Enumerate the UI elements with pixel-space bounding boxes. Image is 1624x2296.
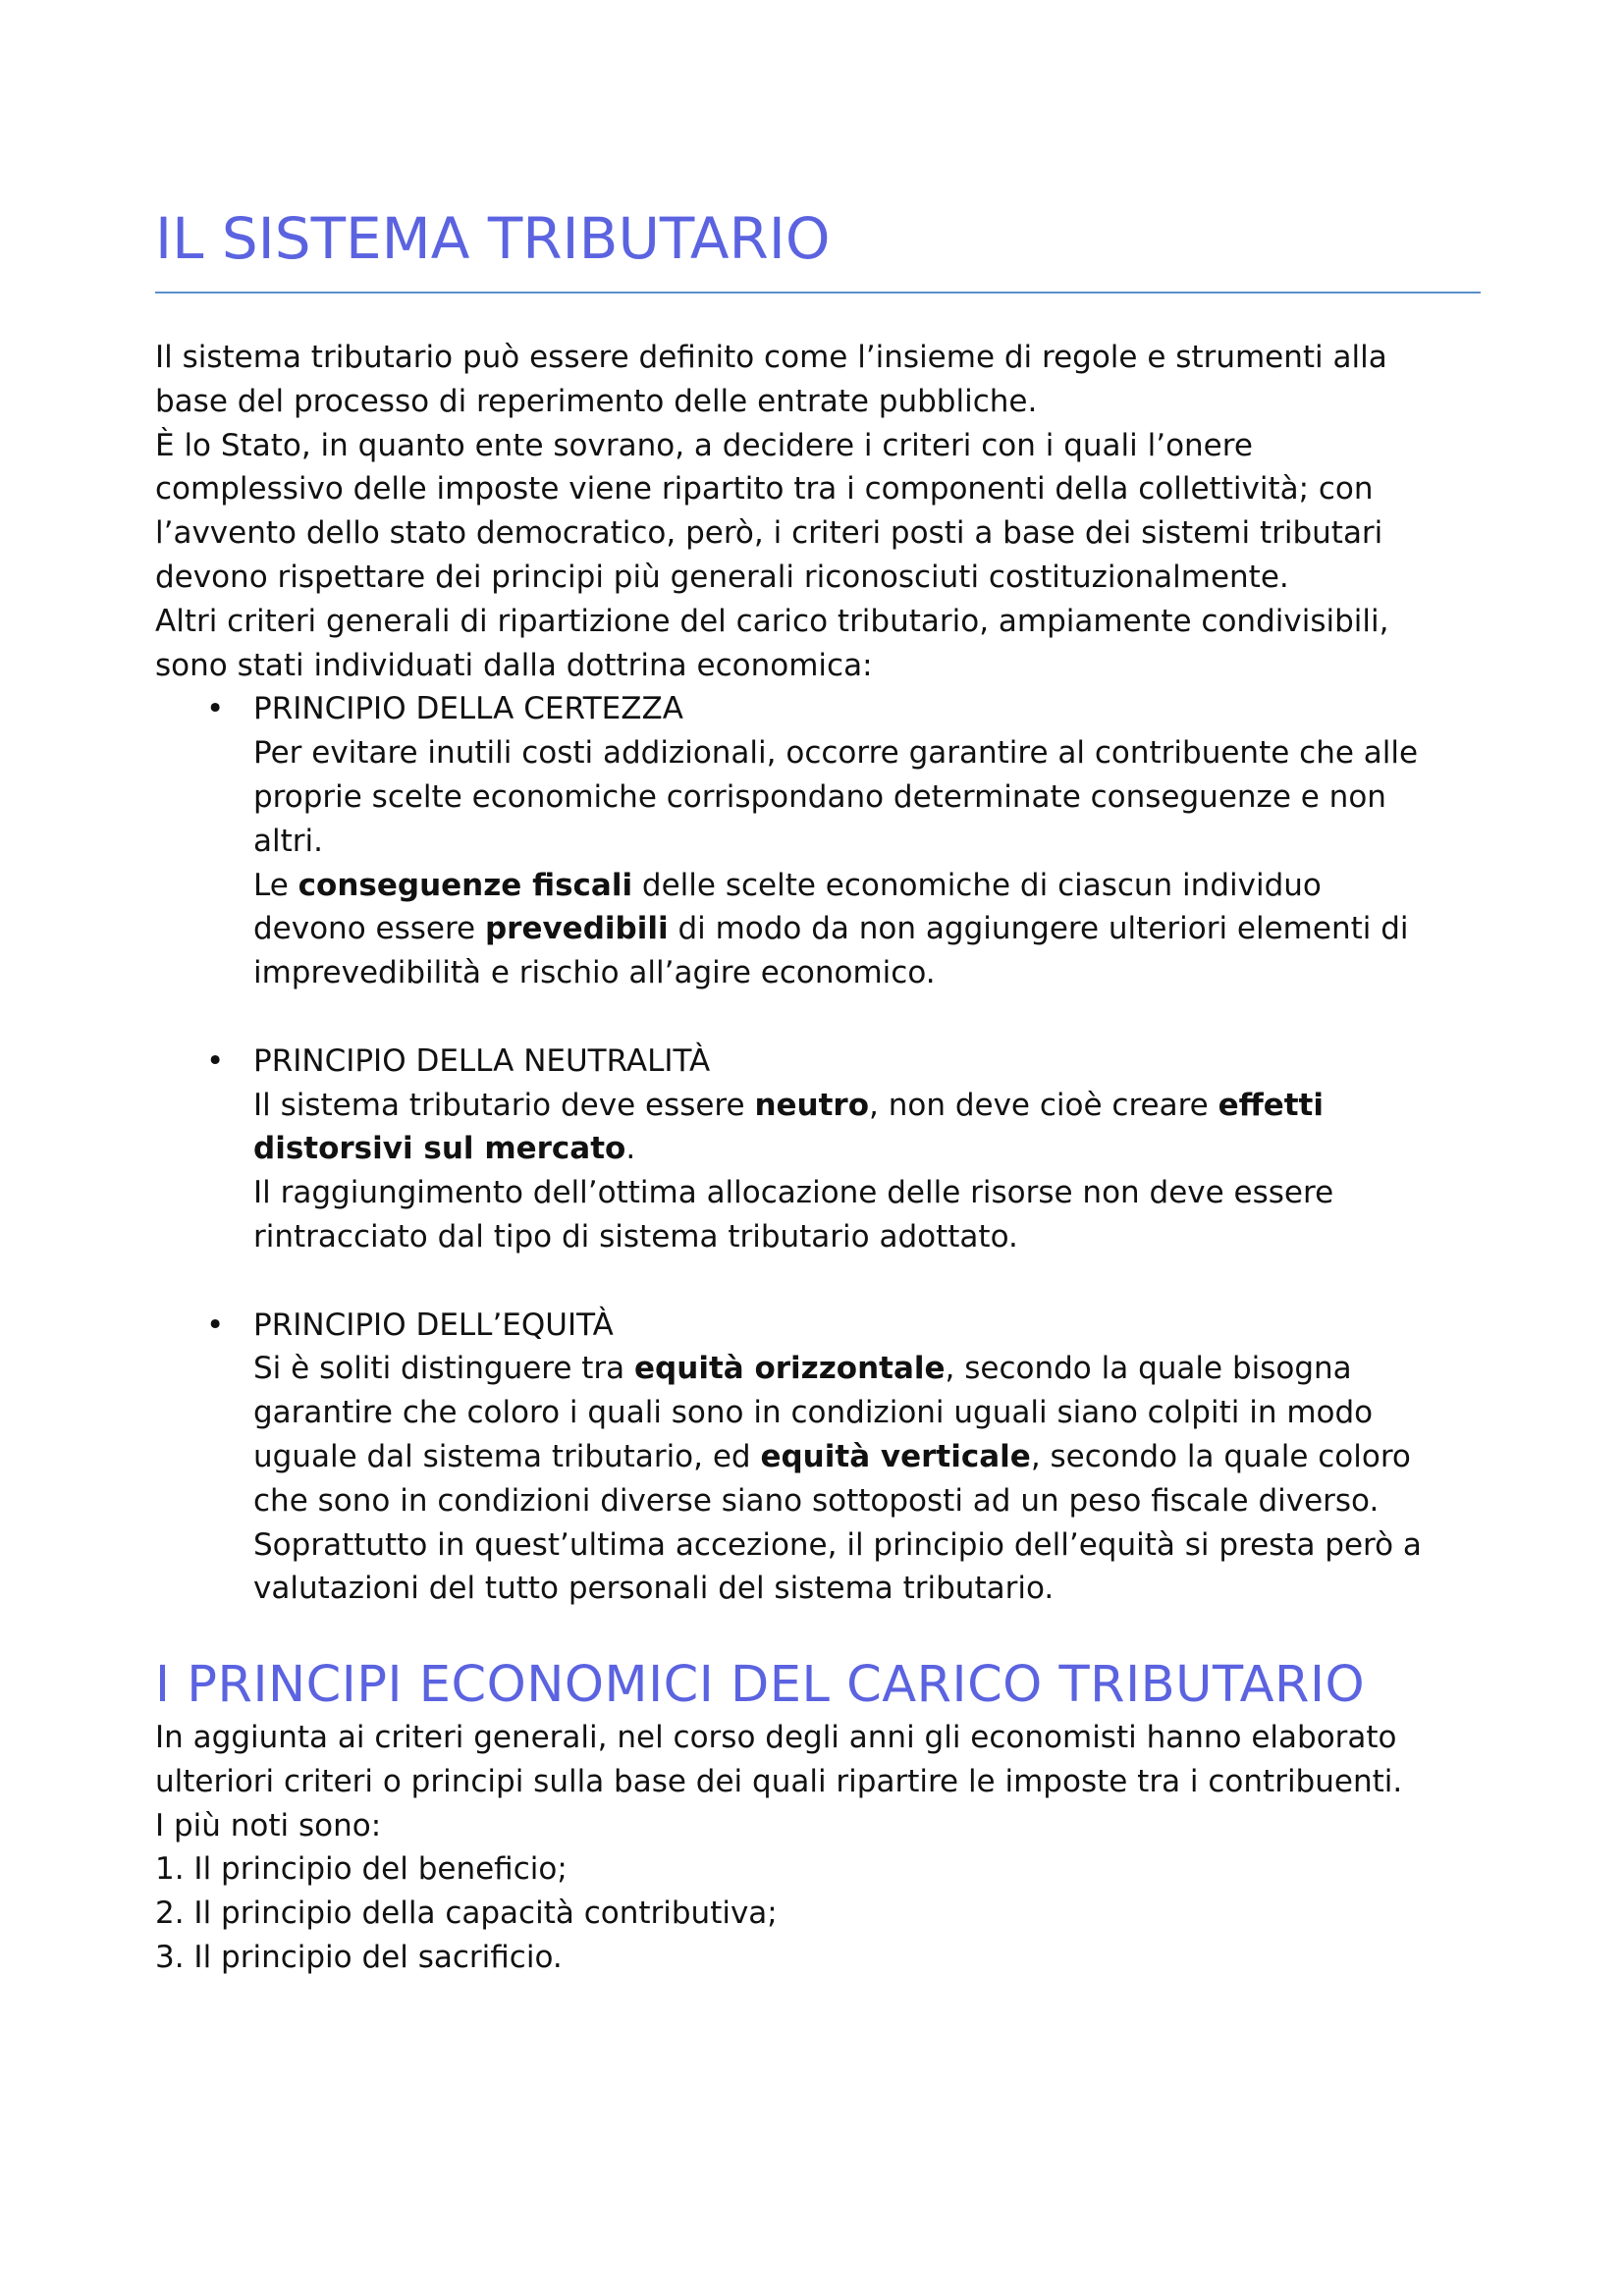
keyword-bold: effetti [1218, 1087, 1325, 1123]
text-segment: , secondo la quale bisogna [945, 1351, 1352, 1387]
principle-text: altri. [253, 823, 323, 859]
principle-text: Il raggiungimento dell’ottima allocazione delle risorse non deve essere [253, 1175, 1334, 1211]
principle-title: PRINCIPIO DELL’EQUITÀ [253, 1307, 614, 1343]
principle-text: rintracciato dal tipo di sistema tributario adottato. [253, 1218, 1018, 1255]
spacer [155, 995, 1490, 1040]
principle-text: garantire che coloro i quali sono in condizioni uguali siano colpiti in modo [253, 1395, 1374, 1431]
intro-line: l’avvento dello stato democratico, però, i criteri posti a base dei sistemi tributari [155, 515, 1383, 552]
principle-text: Per evitare inutili costi addizionali, occorre garantire al contribuente che alle [253, 735, 1419, 772]
principle-certezza [155, 687, 1490, 995]
section-heading: I PRINCIPI ECONOMICI DEL CARICO TRIBUTARIO [155, 1656, 1366, 1714]
principle-text: che sono in condizioni diverse siano sottoposti ad un peso fiscale diverso. [253, 1482, 1380, 1519]
intro-line: Altri criteri generali di ripartizione del carico tributario, ampiamente condivisibili, [155, 603, 1389, 639]
main-heading: IL SISTEMA TRIBUTARIO [155, 205, 831, 272]
section2-line: In aggiunta ai criteri generali, nel corso degli anni gli economisti hanno elaborato [155, 1720, 1397, 1755]
intro-line: base del processo di reperimento delle entrate pubbliche. [155, 383, 1038, 419]
text-segment: , secondo la quale coloro [1030, 1438, 1411, 1474]
spacer [155, 1259, 1490, 1304]
numbered-item: 1. Il principio del beneficio; [155, 1851, 568, 1888]
principle-text: imprevedibilità e rischio all’agire economico. [253, 955, 936, 991]
keyword-bold: equità orizzontale [634, 1351, 946, 1387]
keyword-bold: prevedibili [484, 911, 669, 947]
text-segment: Le [253, 867, 298, 903]
principle-text [253, 1347, 1490, 1391]
text-segment: di modo da non aggiungere ulteriori elementi di [668, 911, 1409, 947]
principle-text [253, 1084, 1490, 1128]
principle-title: PRINCIPIO DELLA CERTEZZA [253, 691, 683, 727]
intro-line: È lo Stato, in quanto ente sovrano, a decidere i criteri con i quali l’onere [155, 427, 1253, 463]
text-segment: , non deve cioè creare [869, 1087, 1218, 1123]
bullet-icon: • [206, 1042, 225, 1079]
section2-body [155, 1716, 1490, 1980]
section2-line: ulteriori criteri o principi sulla base dei quali ripartire le imposte tra i contribuenti. [155, 1763, 1403, 1799]
intro-line: Il sistema tributario può essere definito come l’insieme di regole e strumenti alla [155, 340, 1387, 375]
text-segment: uguale dal sistema tributario, ed [253, 1438, 761, 1474]
text-segment: Si è soliti distinguere tra [253, 1351, 635, 1387]
principle-equita [155, 1304, 1490, 1612]
numbered-item: 3. Il principio del sacrificio. [155, 1939, 563, 1975]
text-segment: devono essere [253, 911, 485, 947]
intro-line: devono rispettare dei principi più generali riconosciuti costituzionalmente. [155, 559, 1289, 595]
principle-title: PRINCIPIO DELLA NEUTRALITÀ [253, 1042, 711, 1079]
text-segment: . [625, 1131, 636, 1167]
principle-text [253, 1435, 1490, 1479]
text-segment: delle scelte economiche di ciascun individuo [632, 867, 1322, 903]
text-segment: Il sistema tributario deve essere [253, 1087, 755, 1123]
intro-line: sono stati individuati dalla dottrina economica: [155, 647, 873, 683]
bullet-icon: • [206, 1307, 225, 1343]
heading-underline [155, 292, 1481, 294]
bullet-icon: • [206, 691, 225, 727]
numbered-item: 2. Il principio della capacità contributiva; [155, 1896, 778, 1932]
section2-line: I più noti sono: [155, 1807, 382, 1843]
keyword-bold: equità verticale [760, 1438, 1031, 1474]
main-body [155, 336, 1490, 1611]
principles-list [155, 687, 1490, 1611]
principle-text: valutazioni del tutto personali del sistema tributario. [253, 1571, 1055, 1607]
principle-text: proprie scelte economiche corrispondano determinate conseguenze e non [253, 778, 1386, 815]
intro-line: complessivo delle imposte viene ripartito tra i componenti della collettività; con [155, 471, 1374, 507]
keyword-bold: distorsivi sul mercato [253, 1131, 626, 1167]
principle-text: Soprattutto in quest’ultima accezione, il principio dell’equità si presta però a [253, 1526, 1422, 1563]
keyword-bold: conseguenze fiscali [298, 867, 633, 903]
principle-text [253, 1127, 1490, 1171]
principle-text [253, 864, 1490, 908]
keyword-bold: neutro [754, 1087, 870, 1123]
principle-neutralita [155, 1040, 1490, 1259]
principle-text [253, 907, 1490, 951]
